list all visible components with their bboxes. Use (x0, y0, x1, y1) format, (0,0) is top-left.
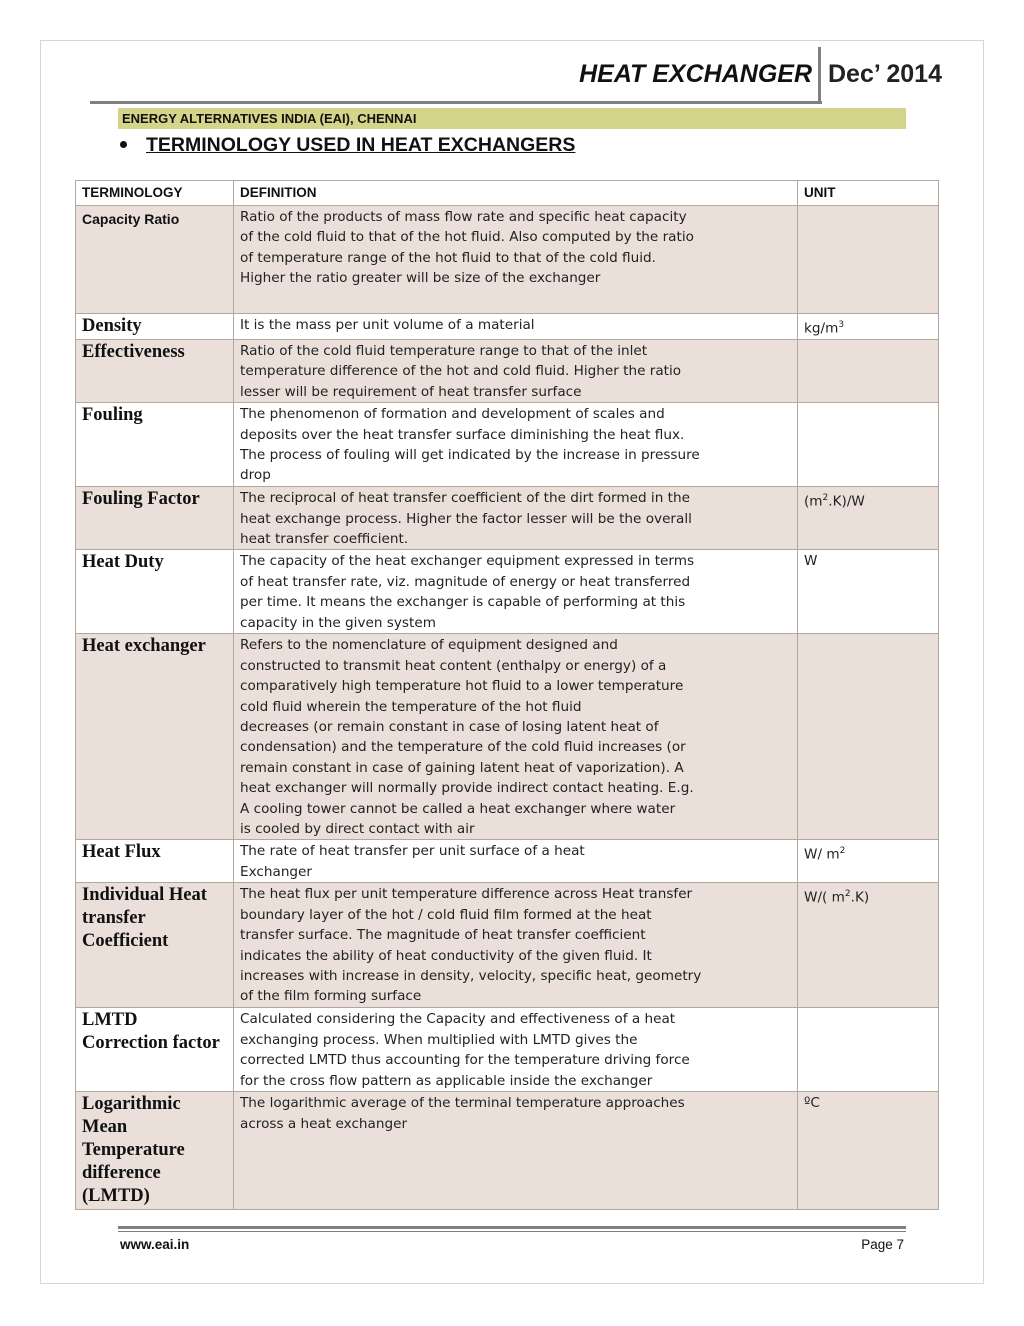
term-cell: Heat Duty (76, 550, 234, 634)
unit-text-after: .K) (850, 889, 870, 906)
table-row (76, 487, 939, 550)
definition-cell: The capacity of the heat exchanger equipment expressed in terms of heat transfer rate, viz. magnitude of energy or heat transferred per time. It means the exchanger is capable of performing at this capacity in the given system (234, 550, 798, 634)
unit-cell (798, 403, 939, 487)
header-definition: DEFINITION (234, 181, 798, 206)
term-cell: Capacity Ratio (76, 206, 234, 314)
definition-cell: Calculated considering the Capacity and effectiveness of a heat exchanging process. When multiplied with LMTD gives the corrected LMTD thus accounting for the temperature driving force for the cross flow pattern as applicable inside the exchanger (234, 1008, 798, 1092)
table-row (76, 339, 939, 402)
term-cell: LMTD Correction factor (76, 1008, 234, 1092)
unit-cell (798, 1008, 939, 1092)
definition-cell: The heat flux per unit temperature difference across Heat transfer boundary layer of the hot / cold fluid film formed at the heat transfer surface. The magnitude of heat transfer coefficient indicates the ability of heat conductivity of the given fluid. It increases with increase in density, velocity, specific heat, geometry of the film forming surface (234, 883, 798, 1008)
terminology-table (75, 180, 939, 1210)
definition-cell: Ratio of the products of mass flow rate and specific heat capacity of the cold fluid to that of the hot fluid. Also computed by the ratio of temperature range of the hot fluid to that of the cold fluid. Higher the ratio greater will be size of the exchanger (234, 206, 798, 314)
term-cell: Effectiveness (76, 339, 234, 402)
definition-cell: The reciprocal of heat transfer coefficient of the dirt formed in the heat exchange process. Higher the factor lesser will be the overall heat transfer coefficient. (234, 487, 798, 550)
definition-cell: Ratio of the cold fluid temperature range to that of the inlet temperature difference of the hot and cold fluid. Higher the ratio lesser will be requirement of heat transfer surface (234, 339, 798, 402)
footer-website: www.eai.in (120, 1237, 190, 1252)
unit-cell (798, 634, 939, 840)
table-row (76, 634, 939, 840)
table-row (76, 206, 939, 314)
unit-text-after: .K)/W (828, 493, 865, 510)
term-cell: Individual Heat transfer Coefficient (76, 883, 234, 1008)
unit-cell (798, 339, 939, 402)
unit-cell (798, 314, 939, 340)
unit-text: W/( m (804, 889, 845, 906)
unit-superscript: 2 (822, 493, 829, 504)
definition-cell: The phenomenon of formation and development of scales and deposits over the heat transfer surface diminishing the heat flux. The process of fouling will get indicated by the increase in pressure drop (234, 403, 798, 487)
unit-cell: W (798, 550, 939, 634)
header-unit: UNIT (798, 181, 939, 206)
section-title: TERMINOLOGY USED IN HEAT EXCHANGERS (146, 134, 576, 156)
term-cell: Density (76, 314, 234, 340)
unit-superscript: 2 (839, 846, 846, 857)
table-row (76, 403, 939, 487)
term-cell: Heat exchanger (76, 634, 234, 840)
definition-cell: It is the mass per unit volume of a material (234, 314, 798, 340)
table-row (76, 550, 939, 634)
footer-rule-thin (118, 1231, 906, 1232)
table-row (76, 1092, 939, 1210)
organization-band: ENERGY ALTERNATIVES INDIA (EAI), CHENNAI (118, 108, 906, 129)
unit-cell (798, 883, 939, 1008)
term-cell: Heat Flux (76, 840, 234, 883)
term-cell: Fouling (76, 403, 234, 487)
definition-cell: The rate of heat transfer per unit surface of a heat Exchanger (234, 840, 798, 883)
footer-rule (118, 1226, 906, 1229)
definition-cell: The logarithmic average of the terminal temperature approaches across a heat exchanger (234, 1092, 798, 1210)
unit-text: kg/m (804, 320, 839, 337)
unit-cell (798, 206, 939, 314)
unit-text: W/ m (804, 846, 840, 863)
unit-cell: ºC (798, 1092, 939, 1210)
table-row (76, 1008, 939, 1092)
header-rule (90, 101, 822, 104)
header-divider (818, 47, 821, 103)
page-number: Page 7 (861, 1237, 904, 1252)
definition-cell: Refers to the nomenclature of equipment designed and constructed to transmit heat content (enthalpy or energy) of a comparatively high temperature hot fluid to a lower temperature cold fluid wherein the temperature of the hot fluid decreases (or remain constant in case of losing latent heat of condensation) and the temperature of the cold fluid increases (or remain constant in case of gaining latent heat of vaporization). A heat exchanger will normally provide indirect contact heating. E.g. A cooling tower cannot be called a heat exchanger where water is cooled by direct contact with air (234, 634, 798, 840)
unit-text: (m (804, 493, 823, 510)
bullet-icon (120, 141, 127, 148)
document-title: HEAT EXCHANGER (579, 60, 812, 88)
term-cell: Logarithmic Mean Temperature difference (LMTD) (76, 1092, 234, 1210)
term-cell: Fouling Factor (76, 487, 234, 550)
table-row (76, 883, 939, 1008)
unit-cell (798, 840, 939, 883)
unit-superscript: 3 (838, 320, 845, 330)
header-terminology: TERMINOLOGY (76, 181, 234, 206)
unit-cell (798, 487, 939, 550)
table-row (76, 840, 939, 883)
section-heading (120, 132, 575, 158)
unit-superscript: 2 (844, 889, 851, 900)
table-row (76, 314, 939, 340)
document-date: Dec’ 2014 (828, 60, 942, 88)
